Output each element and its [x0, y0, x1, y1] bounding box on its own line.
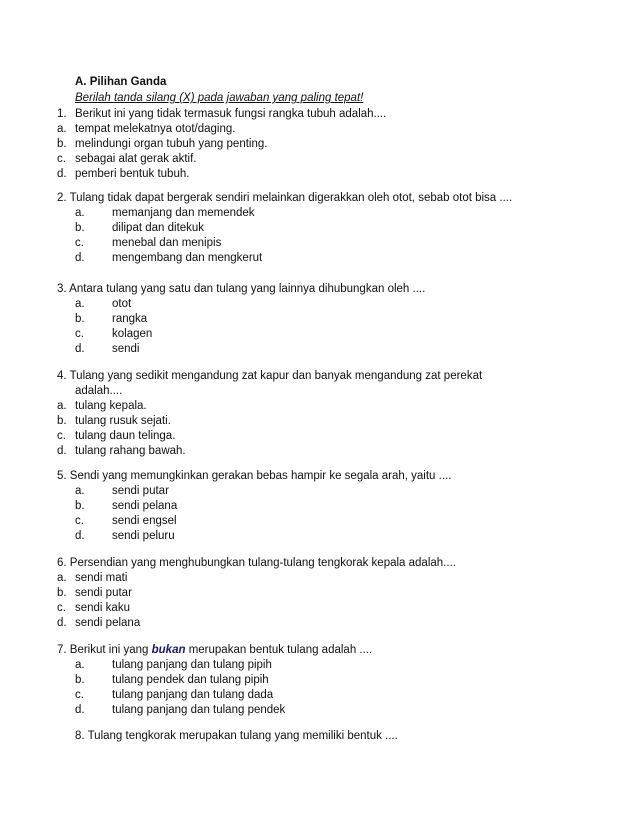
option-text: pemberi bentuk tubuh. [75, 168, 190, 180]
option-letter: a. [75, 659, 85, 671]
question-emphasis: bukan [151, 644, 186, 656]
option-text: sendi peluru [112, 530, 175, 542]
option-text: tulang daun telinga. [75, 430, 176, 442]
question-text: 8. Tulang tengkorak merupakan tulang yang memiliki bentuk .... [75, 730, 398, 742]
option-letter: d. [57, 445, 67, 457]
option-text: tulang panjang dan tulang pipih [112, 659, 272, 671]
option-text: sendi [112, 343, 140, 355]
option-text: tulang pendek dan tulang pipih [112, 674, 269, 686]
option-text: sendi mati [75, 572, 128, 584]
option-letter: c. [75, 515, 84, 527]
option-letter: d. [75, 704, 85, 716]
option-text: sendi pelana [112, 500, 178, 512]
option-letter: d. [75, 530, 85, 542]
option-text: memanjang dan memendek [112, 207, 255, 219]
option-text: melindungi organ tubuh yang penting. [75, 138, 268, 150]
option-letter: a. [75, 298, 85, 310]
option-text: sendi kaku [75, 602, 130, 614]
option-text: tulang panjang dan tulang pendek [112, 704, 286, 716]
option-text: menebal dan menipis [112, 237, 222, 249]
option-text: sendi engsel [112, 515, 177, 527]
option-letter: b. [57, 587, 67, 599]
option-text: mengembang dan mengkerut [112, 252, 263, 264]
question-number: 1. [57, 108, 67, 120]
option-text: otot [112, 298, 132, 310]
option-text: kolagen [112, 328, 153, 340]
question-text: 3. Antara tulang yang satu dan tulang yang lainnya dihubungkan oleh .... [57, 283, 426, 295]
option-text: tulang kepala. [75, 400, 147, 412]
question-text-continued: adalah.... [75, 385, 123, 397]
question-text: 5. Sendi yang memungkinkan gerakan bebas hampir ke segala arah, yaitu .... [57, 470, 452, 482]
option-letter: d. [75, 343, 85, 355]
option-text: sebagai alat gerak aktif. [75, 153, 197, 165]
option-letter: b. [75, 222, 85, 234]
option-text: tempat melekatnya otot/daging. [75, 123, 236, 135]
option-text: rangka [112, 313, 148, 325]
option-text: tulang rusuk sejati. [75, 415, 171, 427]
option-letter: d. [57, 168, 67, 180]
option-letter: a. [75, 485, 85, 497]
option-letter: c. [57, 153, 66, 165]
option-letter: c. [75, 237, 84, 249]
section-title: A. Pilihan Ganda [75, 76, 167, 88]
question-text [57, 643, 372, 657]
option-letter: d. [75, 252, 85, 264]
option-letter: a. [57, 123, 67, 135]
option-text: sendi pelana [75, 617, 141, 629]
question-text-prefix: 7. Berikut ini yang [57, 644, 149, 656]
question-text-suffix: merupakan bentuk tulang adalah .... [188, 644, 373, 656]
option-letter: c. [57, 430, 66, 442]
option-text: dilipat dan ditekuk [112, 222, 205, 234]
option-text: sendi putar [112, 485, 169, 497]
option-letter: d. [57, 617, 67, 629]
option-text: tulang panjang dan tulang dada [112, 689, 274, 701]
option-letter: b. [57, 138, 67, 150]
section-instruction: Berilah tanda silang (X) pada jawaban yang paling tepat! [75, 92, 364, 104]
option-letter: b. [75, 500, 85, 512]
option-letter: c. [57, 602, 66, 614]
option-letter: a. [57, 572, 67, 584]
option-letter: a. [75, 207, 85, 219]
option-letter: c. [75, 328, 84, 340]
question-text: 4. Tulang yang sedikit mengandung zat kapur dan banyak mengandung zat perekat [57, 370, 483, 382]
question-text: 6. Persendian yang menghubungkan tulang-tulang tengkorak kepala adalah.... [57, 557, 456, 569]
question-text: Berikut ini yang tidak termasuk fungsi rangka tubuh adalah.... [75, 108, 387, 120]
option-text: sendi putar [75, 587, 132, 599]
option-letter: c. [75, 689, 84, 701]
option-text: tulang rahang bawah. [75, 445, 186, 457]
option-letter: b. [75, 313, 85, 325]
option-letter: b. [75, 674, 85, 686]
option-letter: b. [57, 415, 67, 427]
option-letter: a. [57, 400, 67, 412]
question-text: 2. Tulang tidak dapat bergerak sendiri melainkan digerakkan oleh otot, sebab otot bisa .... [57, 192, 513, 204]
